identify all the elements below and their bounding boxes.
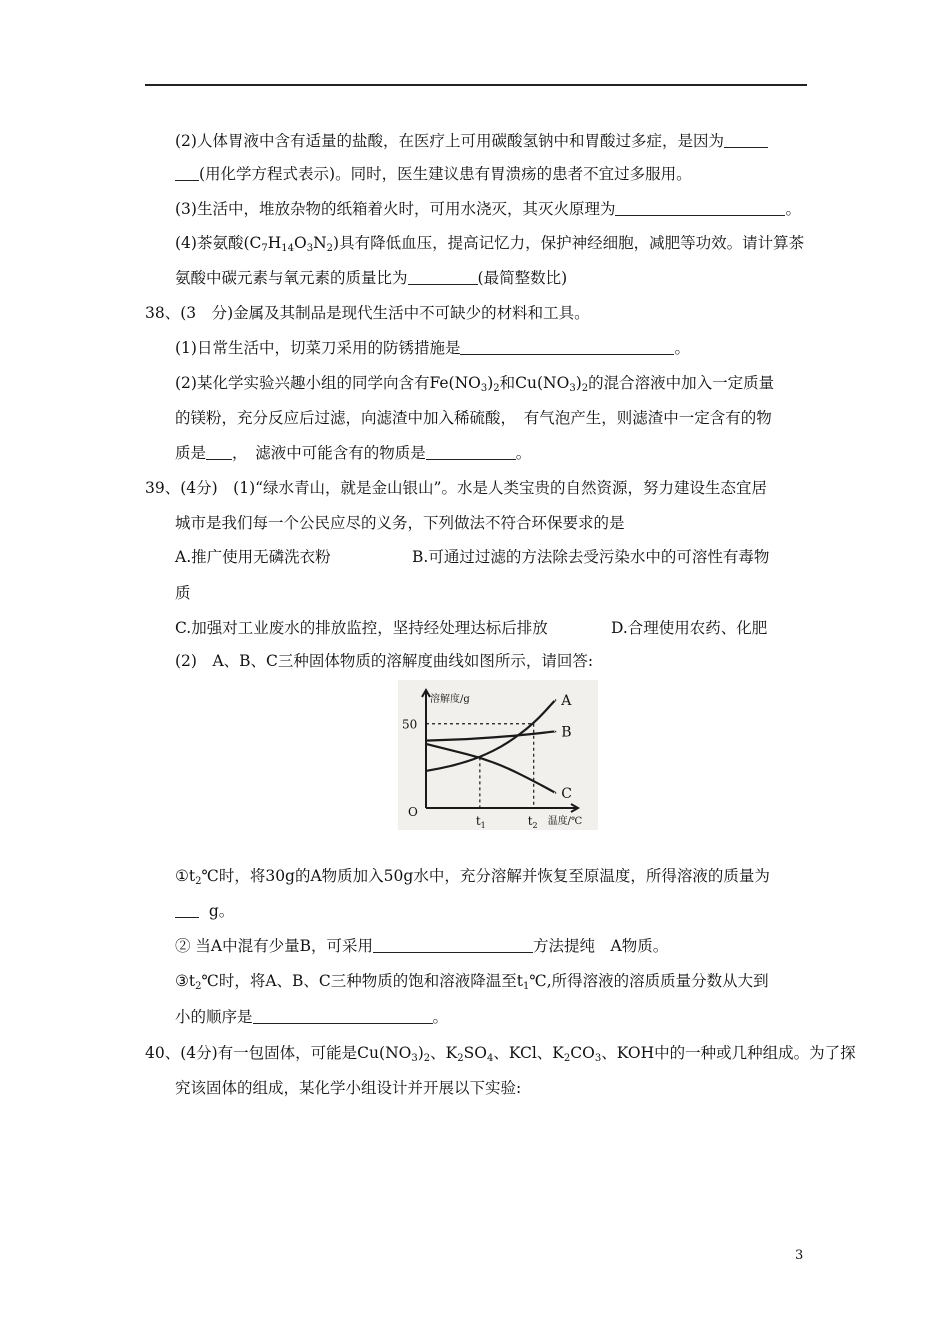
answer-blank[interactable] xyxy=(175,166,199,181)
y-axis-label: 溶解度/g xyxy=(430,694,470,705)
q37-part2-line2: (用化学方程式表示)。同时，医生建议患有胃溃疡的患者不宜过多服用。 xyxy=(175,163,692,185)
x-axis-label: 温度/℃ xyxy=(547,816,583,827)
answer-blank[interactable] xyxy=(408,270,478,285)
q40-line2: 究该固体的组成，某化学小组设计并开展以下实验: xyxy=(175,1079,522,1097)
answer-blank[interactable] xyxy=(373,938,533,953)
y-tick-50: 50 xyxy=(402,717,418,732)
solubility-chart xyxy=(398,680,598,830)
q39-sub2: ② 当A中混有少量B，可采用 方法提纯 A物质。 xyxy=(175,937,669,955)
q38-heading: 38、(3 分)金属及其制品是现代生活中不可缺少的材料和工具。 xyxy=(145,304,590,322)
answer-blank[interactable] xyxy=(615,201,785,216)
header-rule xyxy=(145,84,807,86)
q38-part2-line2: 的镁粉，充分反应后过滤，向滤渣中加入稀硫酸， 有气泡产生，则滤渣中一定含有的物 xyxy=(175,409,772,427)
q37-part2-line1: (2)人体胃液中含有适量的盐酸，在医疗上可用碳酸氢钠中和胃酸过多症，是因为 xyxy=(175,130,768,152)
q37-part3: (3)生活中，堆放杂物的纸箱着火时，可用水浇灭，其灭火原理为 。 xyxy=(175,200,801,218)
answer-blank[interactable] xyxy=(460,340,674,355)
q39-option-c: C.加强对工业废水的排放监控，坚持经处理达标后排放 xyxy=(175,619,548,637)
answer-blank[interactable] xyxy=(175,903,199,918)
x-tick-t2: $t_2$ xyxy=(527,814,538,830)
q39-sub1-line2: g。 xyxy=(175,900,234,922)
answer-blank[interactable] xyxy=(206,445,232,460)
q38-part1: (1)日常生活中，切菜刀采用的防锈措施是 。 xyxy=(175,339,690,357)
chart-svg xyxy=(398,680,598,830)
q39-option-d: D.合理使用农药、化肥 xyxy=(611,619,768,637)
x-tick-t1-sub: 1 xyxy=(480,821,486,830)
q39-line2: 城市是我们每一个公民应尽的义务，下列做法不符合环保要求的是 xyxy=(175,514,625,532)
x-tick-t1: $t_1$ xyxy=(475,814,486,830)
answer-blank[interactable] xyxy=(253,1009,433,1024)
q39-sub1-line1: $①t_2℃$时，将30g的A物质加入50g水中，充分溶解并恢复至原温度，所得溶液的质量为 xyxy=(175,867,770,887)
q39-option-b-cont: 质 xyxy=(175,584,191,602)
q39-heading: 39、(4分) (1)“绿水青山，就是金山银山”。水是人类宝贵的自然资源，努力建设生态宜居 xyxy=(145,479,767,497)
series-B-label: B xyxy=(561,724,572,741)
q39-option-b: B.可通过过滤的方法除去受污染水中的可溶性有毒物 xyxy=(412,548,770,566)
q37-part4-line1: (4)茶氨酸$(C_7H_{14}O_3N_2)$具有降低血压，提高记忆力，保护神经细胞，减肥等功效。请计算茶 xyxy=(175,234,805,254)
page-number: 3 xyxy=(795,1248,804,1263)
q39-sub3-line2: 小的顺序是 。 xyxy=(175,1008,449,1026)
q38-part2-line3: 质是 ， 滤液中可能含有的物质是 。 xyxy=(175,444,532,462)
q38-part2-line1: (2)某化学实验兴趣小组的同学向含有$Fe(NO_3)_2$和$Cu(NO_3)_2$的混合溶液中加入一定质量 xyxy=(175,374,775,394)
answer-blank[interactable] xyxy=(724,133,768,148)
series-C-label: C xyxy=(561,785,572,802)
q39-option-a: A.推广使用无磷洗衣粉 xyxy=(175,548,331,566)
q40-heading: 40、(4分)有一包固体，可能是$Cu(NO_3)_2$、$K_2SO_4$、KCl、$K_2CO_3$、KOH中的一种或几种组成。为了探 xyxy=(145,1044,856,1064)
x-tick-t2-sub: 2 xyxy=(532,821,538,830)
origin-label: O xyxy=(408,805,418,819)
series-A-label: A xyxy=(561,693,572,710)
q39-sub3-line1: $③t_2℃$时，将A、B、C三种物质的饱和溶液降温至$t_1℃$,所得溶液的溶质质量分数从大到 xyxy=(175,972,769,992)
q37-part4-line2: 氨酸中碳元素与氧元素的质量比为 (最简整数比) xyxy=(175,269,568,287)
answer-blank[interactable] xyxy=(426,445,516,460)
q39-part2: (2) A、B、C三种固体物质的溶解度曲线如图所示，请回答: xyxy=(175,652,594,670)
